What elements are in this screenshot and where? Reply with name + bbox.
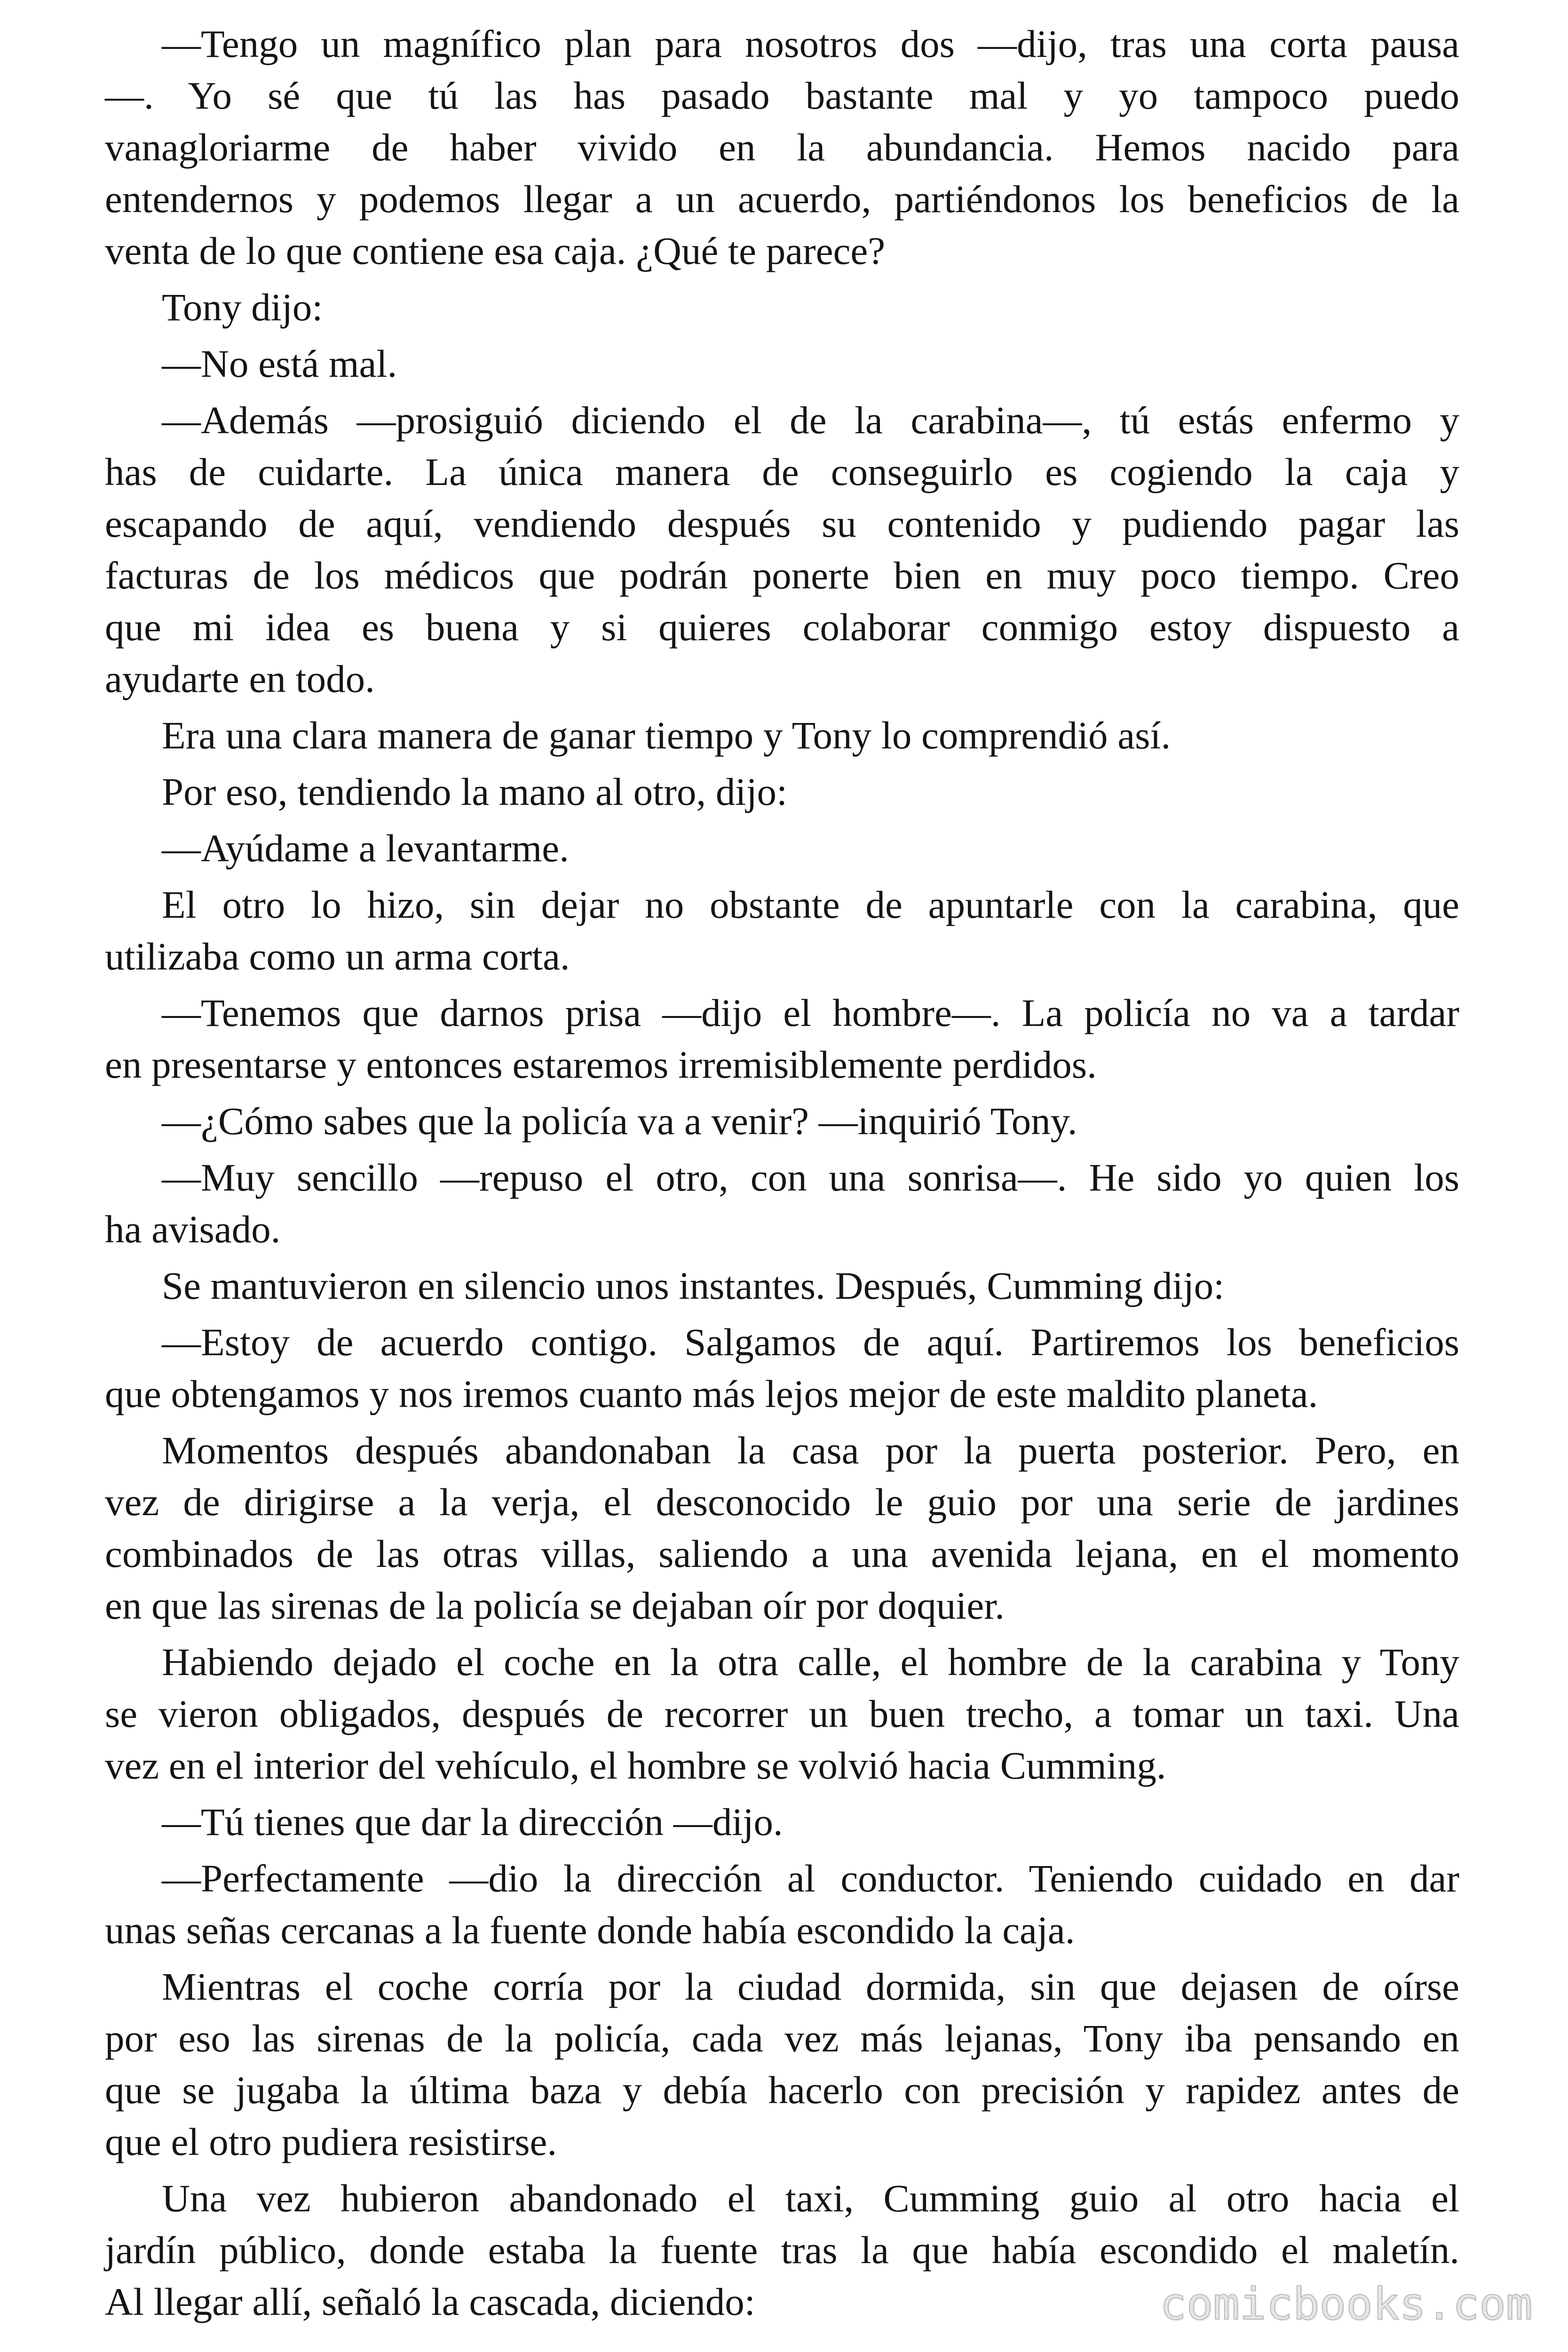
text-line: vanagloriarme de haber vivido en la abundancia. Hemos nacido para — [105, 126, 1459, 169]
text-line: que mi idea es buena y si quieres colaborar conmigo estoy dispuesto a — [105, 605, 1459, 649]
text-line: —¿Cómo sabes que la policía va a venir? —inquirió Tony. — [162, 1099, 1077, 1143]
paragraph — [105, 281, 1459, 333]
text-line: que el otro pudiera resistirse. — [105, 2120, 557, 2163]
text-line: facturas de los médicos que podrán ponerte bien en muy poco tiempo. Creo — [105, 554, 1459, 597]
paragraph — [105, 766, 1459, 818]
text-line: has de cuidarte. La única manera de conseguirlo es cogiendo la caja y — [105, 450, 1459, 493]
text-line: jardín público, donde estaba la fuente tras la que había escondido el maletín. — [105, 2228, 1459, 2272]
paragraph — [105, 1316, 1459, 1420]
text-line: Mientras el coche corría por la ciudad dormida, sin que dejasen de oírse — [162, 1965, 1459, 2008]
paragraph — [105, 1852, 1459, 1956]
text-line: escapando de aquí, vendiendo después su contenido y pudiendo pagar las — [105, 502, 1459, 545]
text-line: Una vez hubieron abandonado el taxi, Cumming guio al otro hacia el — [162, 2177, 1459, 2220]
paragraph — [105, 18, 1459, 277]
text-line: Por eso, tendiendo la mano al otro, dijo: — [162, 770, 788, 813]
paragraph — [105, 338, 1459, 389]
text-line: combinados de las otras villas, saliendo a una avenida lejana, en el momento — [105, 1532, 1459, 1575]
paragraph — [105, 1095, 1459, 1147]
text-line: —. Yo sé que tú las has pasado bastante mal y yo tampoco puedo — [105, 74, 1459, 117]
text-line: —Estoy de acuerdo contigo. Salgamos de aquí. Partiremos los beneficios — [162, 1320, 1459, 1364]
page-text — [105, 18, 1459, 2328]
text-line: ayudarte en todo. — [105, 657, 375, 700]
text-line: —Tengo un magnífico plan para nosotros dos —dijo, tras una corta pausa — [162, 22, 1459, 65]
paragraph — [105, 1260, 1459, 1311]
text-line: Habiendo dejado el coche en la otra calle, el hombre de la carabina y Tony — [162, 1640, 1459, 1684]
text-line: —No está mal. — [162, 342, 397, 385]
text-line: por eso las sirenas de la policía, cada vez más lejanas, Tony iba pensando en — [105, 2017, 1459, 2060]
text-line: Al llegar allí, señaló la cascada, diciendo: — [105, 2280, 755, 2323]
paragraph — [105, 987, 1459, 1090]
paragraph — [105, 1424, 1459, 1631]
paragraph — [105, 1796, 1459, 1848]
paragraph — [105, 1636, 1459, 1791]
text-line: en presentarse y entonces estaremos irremisiblemente perdidos. — [105, 1043, 1097, 1086]
paragraph — [105, 394, 1459, 705]
text-line: en que las sirenas de la policía se dejaban oír por doquier. — [105, 1584, 1005, 1627]
text-line: Momentos después abandonaban la casa por la puerta posterior. Pero, en — [162, 1429, 1459, 1472]
text-line: que se jugaba la última baza y debía hacerlo con precisión y rapidez antes de — [105, 2068, 1459, 2112]
text-line: vez en el interior del vehículo, el hombre se volvió hacia Cumming. — [105, 1744, 1166, 1787]
paragraph — [105, 822, 1459, 874]
text-line: —Además —prosiguió diciendo el de la carabina—, tú estás enfermo y — [162, 398, 1459, 442]
text-line: unas señas cercanas a la fuente donde había escondido la caja. — [105, 1908, 1075, 1952]
text-line: que obtengamos y nos iremos cuanto más lejos mejor de este maldito planeta. — [105, 1372, 1318, 1415]
text-line: —Ayúdame a levantarme. — [162, 826, 569, 870]
text-line: —Tenemos que darnos prisa —dijo el hombre—. La policía no va a tardar — [162, 991, 1459, 1034]
paragraph — [105, 709, 1459, 761]
text-line: El otro lo hizo, sin dejar no obstante de apuntarle con la carabina, que — [162, 883, 1459, 926]
paragraph — [105, 1961, 1459, 2168]
text-line: Se mantuvieron en silencio unos instantes. Después, Cumming dijo: — [162, 1264, 1225, 1307]
text-line: entendernos y podemos llegar a un acuerdo, partiéndonos los beneficios de la — [105, 177, 1459, 221]
text-line: —Perfectamente —dio la dirección al conductor. Teniendo cuidado en dar — [162, 1857, 1459, 1900]
text-line: ha avisado. — [105, 1208, 281, 1251]
text-line: utilizaba como un arma corta. — [105, 935, 570, 978]
text-line: se vieron obligados, después de recorrer un buen trecho, a tomar un taxi. Una — [105, 1692, 1459, 1735]
text-line: —Muy sencillo —repuso el otro, con una sonrisa—. He sido yo quien los — [162, 1156, 1459, 1199]
paragraph — [105, 1152, 1459, 1255]
watermark: comicbooks.com — [1160, 2279, 1533, 2330]
text-line: —Tú tienes que dar la dirección —dijo. — [162, 1800, 783, 1843]
text-line: Era una clara manera de ganar tiempo y Tony lo comprendió así. — [162, 714, 1171, 757]
text-line: vez de dirigirse a la verja, el desconocido le guio por una serie de jardines — [105, 1480, 1459, 1524]
text-line: Tony dijo: — [162, 286, 323, 329]
text-line: venta de lo que contiene esa caja. ¿Qué te parece? — [105, 229, 886, 272]
paragraph — [105, 879, 1459, 982]
